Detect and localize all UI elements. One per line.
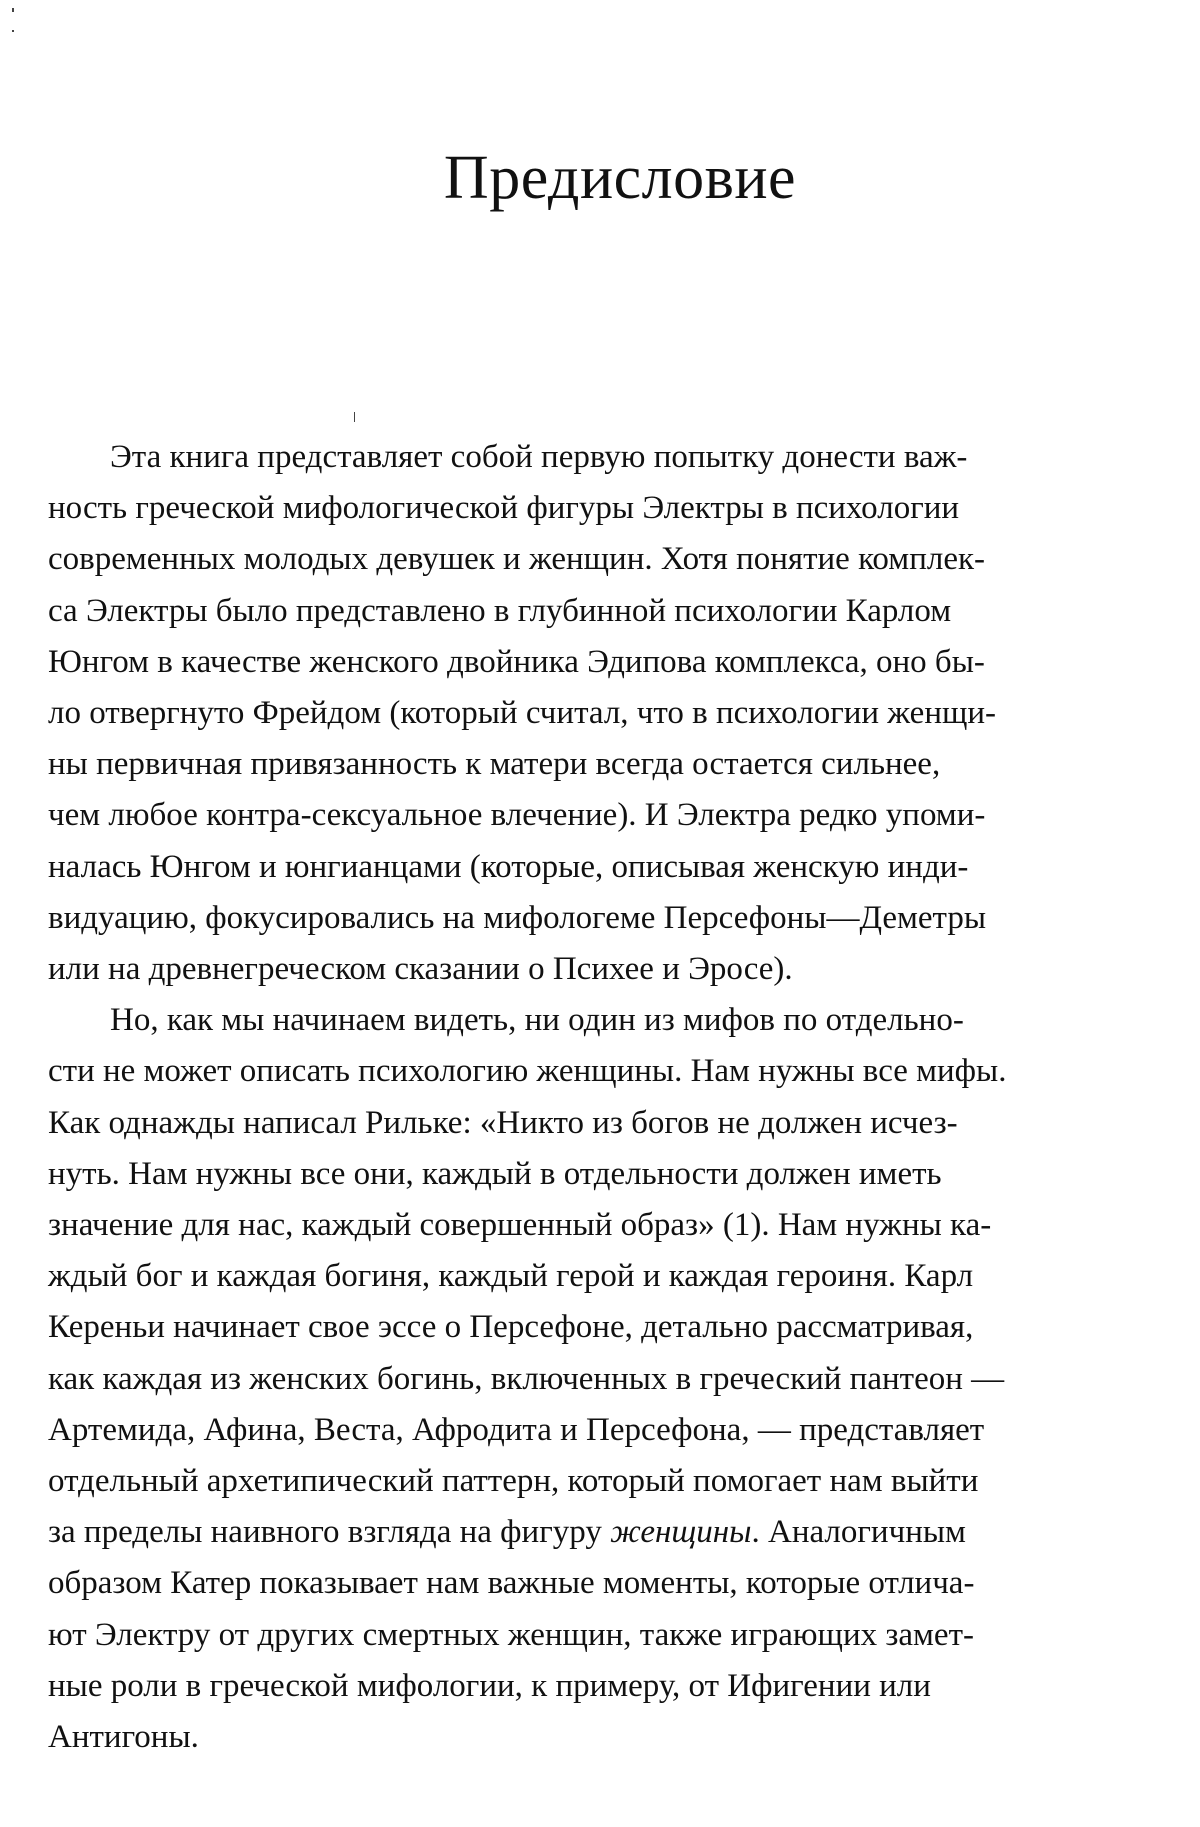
scan-speck xyxy=(12,8,14,12)
text-line: Кереньи начинает свое эссе о Персефоне, детально рассматривая, xyxy=(48,1309,974,1346)
text-line: ны первичная привязанность к матери всегда остается сильнее, xyxy=(48,746,941,783)
scan-speck xyxy=(12,30,14,32)
text-line: видуацию, фокусировались на мифологеме Персефоны—Деметры xyxy=(48,899,987,936)
text-line: са Электры было представлено в глубинной психологии Карлом xyxy=(48,592,952,629)
text-line: . Аналогичным xyxy=(751,1514,966,1551)
text-line: отдельный архетипический паттерн, который помогает нам выйти xyxy=(48,1463,979,1500)
text-line: Антигоны. xyxy=(48,1719,199,1756)
text-line: ло отвергнуто Фрейдом (который считал, что в психологии женщи- xyxy=(48,695,997,732)
emphasized-word: женщины xyxy=(610,1514,752,1551)
text-line: или на древнегреческом сказании о Психее и Эросе). xyxy=(48,951,793,988)
scan-speck xyxy=(354,412,355,422)
page-title: Предисловие xyxy=(443,144,797,212)
text-line: Юнгом в качестве женского двойника Эдипова комплекса, оно бы- xyxy=(48,643,985,680)
text-line: Артемида, Афина, Веста, Афродита и Персефона, — представляет xyxy=(48,1411,985,1448)
text-line: Как однажды написал Рильке: «Никто из богов не должен исчез- xyxy=(48,1104,958,1141)
text-line: современных молодых девушек и женщин. Хотя понятие комплек- xyxy=(48,541,985,578)
text-line: нуть. Нам нужны все они, каждый в отдельности должен иметь xyxy=(48,1155,942,1192)
text-line: чем любое контра-сексуальное влечение). И Электра редко упоми- xyxy=(48,797,986,834)
text-line: ные роли в греческой мифологии, к примеру, от Ифигении или xyxy=(48,1667,931,1704)
text-line: Эта книга представляет собой первую попытку донести важ- xyxy=(110,439,968,475)
text-line: как каждая из женских богинь, включенных в греческий пантеон — xyxy=(48,1360,1005,1397)
text-line: ют Электру от других смертных женщин, также играющих замет- xyxy=(48,1616,974,1653)
text-line: налась Юнгом и юнгианцами (которые, описывая женскую инди- xyxy=(48,848,969,885)
text-line: значение для нас, каждый совершенный образ» (1). Нам нужны ка- xyxy=(48,1207,992,1244)
paragraph-2 xyxy=(48,995,1166,1763)
text-line: ность греческой мифологической фигуры Электры в психологии xyxy=(48,490,960,527)
text-line: ждый бог и каждая богиня, каждый герой и каждая героиня. Карл xyxy=(48,1258,974,1295)
text-line: образом Катер показывает нам важные моменты, которые отлича- xyxy=(48,1565,975,1602)
text-line: за пределы наивного взгляда на фигуру xyxy=(48,1514,611,1551)
text-line: сти не может описать психологию женщины. Нам нужны все мифы. xyxy=(48,1053,1007,1090)
text-line: Но, как мы начинаем видеть, ни один из мифов по отдельно- xyxy=(110,1002,964,1039)
body-text xyxy=(48,432,1166,1763)
paragraph-1 xyxy=(48,432,1166,995)
